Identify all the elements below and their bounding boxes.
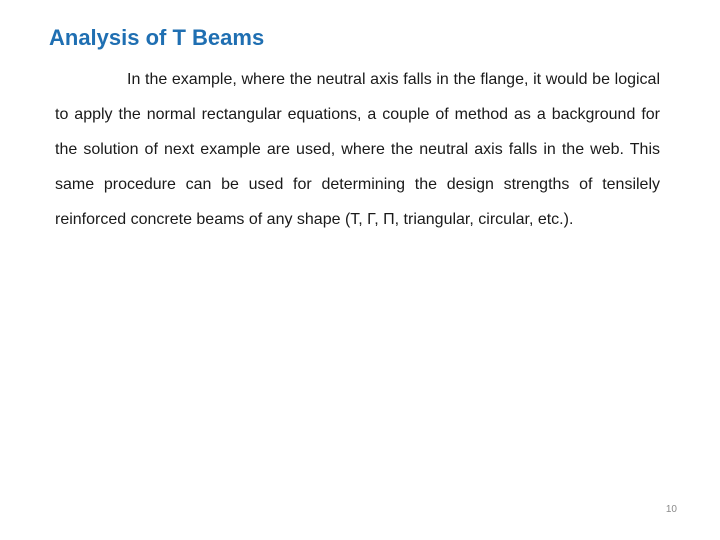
slide-title: Analysis of T Beams (49, 25, 265, 50)
page-number: 10 (665, 504, 677, 515)
body-paragraph: In the example, where the neutral axis falls in the flange, it would be logical to apply the normal rectangular equations, a couple of method as a background for the solution of next example are used, where the neutral axis falls in the web. This same procedure can be used for determining the design strengths of tensilely reinforced concrete beams of any shape (T, Γ, Π, triangular, circular, etc.). (55, 71, 660, 228)
